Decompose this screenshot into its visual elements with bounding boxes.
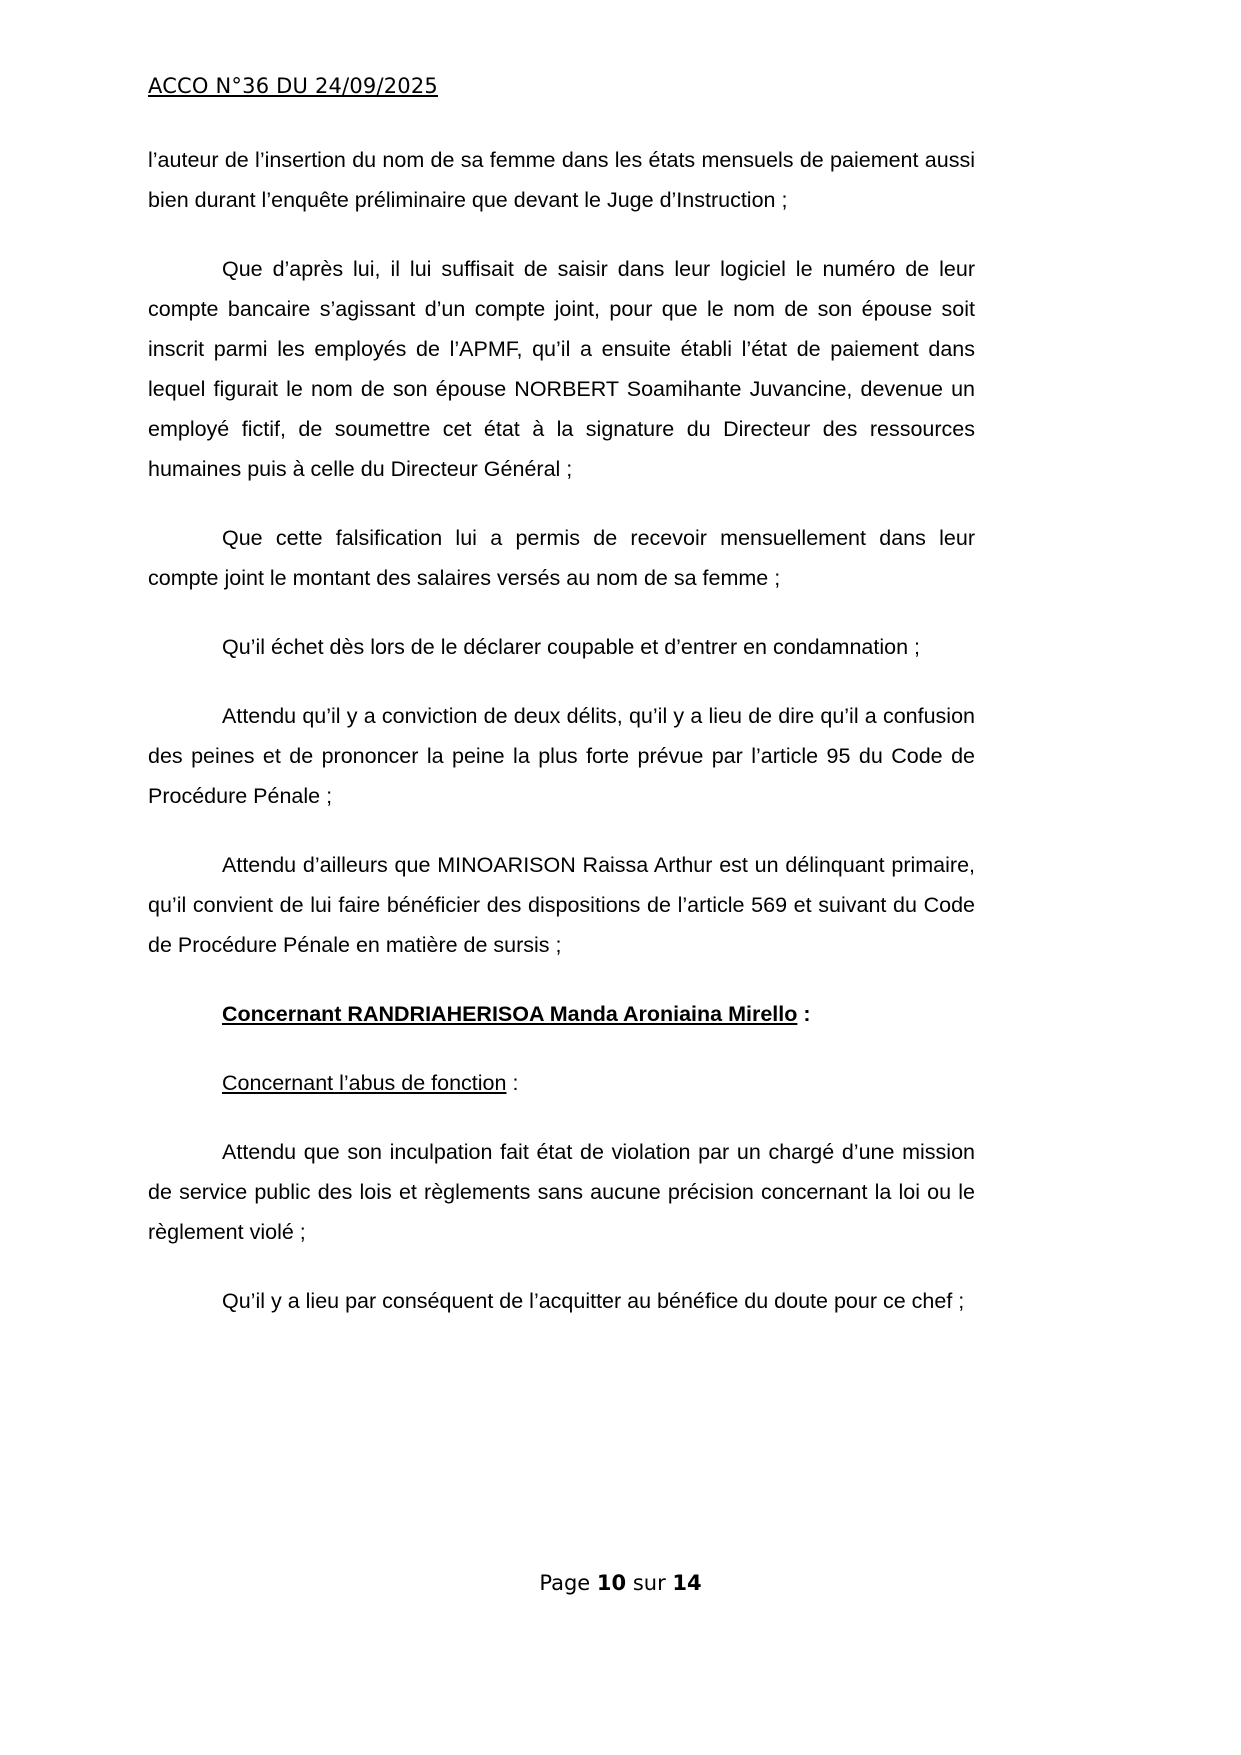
section-heading-text: Concernant RANDRIAHERISOA Manda Aroniaina Mirello [222, 1002, 798, 1026]
subsection-heading [148, 1063, 975, 1103]
paragraph: Qu’il y a lieu par conséquent de l’acquitter au bénéfice du doute pour ce chef ; [222, 1289, 965, 1313]
footer-current-page: 10 [596, 1571, 627, 1595]
paragraph: Que d’après lui, il lui suffisait de saisir dans leur logiciel le numéro de leur compte bancaire s’agissant d’un compte joint, pour que le nom de son épouse soit inscrit parmi les employés de l’APMF, qu’il a ensuite établi l’état de paiement dans lequel figurait le nom de son épouse NORBERT Soamihante Juvancine, devenue un employé fictif, de soumettre cet état à la signature du Directeur des ressources humaines puis à celle du Directeur Général ; [148, 257, 975, 481]
footer-sur-label: sur [632, 1571, 666, 1595]
footer-page-label: Page [539, 1571, 591, 1595]
section-heading [148, 994, 975, 1034]
subsection-heading-suffix: : [506, 1071, 519, 1095]
paragraph: Que cette falsification lui a permis de recevoir mensuellement dans leur compte joint le montant des salaires versés au nom de sa femme ; [148, 526, 975, 590]
paragraph: Attendu d’ailleurs que MINOARISON Raissa Arthur est un délinquant primaire, qu’il convient de lui faire bénéficier des dispositions de l’article 569 et suivant du Code de Procédure Pénale en matière de sursis ; [148, 853, 975, 957]
section-heading-suffix: : [797, 1002, 811, 1026]
paragraph: Attendu qu’il y a conviction de deux délits, qu’il y a lieu de dire qu’il a confusion des peines et de prononcer la peine la plus forte prévue par l’article 95 du Code de Procédure Pénale ; [148, 704, 975, 808]
page-footer [0, 1571, 1241, 1595]
subsection-heading-text: Concernant l’abus de fonction [222, 1071, 507, 1095]
paragraph: Attendu que son inculpation fait état de violation par un chargé d’une mission de service public des lois et règlements sans aucune précision concernant la loi ou le règlement violé ; [148, 1140, 975, 1244]
footer-total-pages: 14 [672, 1571, 702, 1595]
paragraph: Qu’il échet dès lors de le déclarer coupable et d’entrer en condamnation ; [222, 635, 920, 659]
paragraph: l’auteur de l’insertion du nom de sa femme dans les états mensuels de paiement aussi bien durant l’enquête préliminaire que devant le Juge d’Instruction ; [148, 148, 975, 212]
document-reference: ACCO N°36 DU 24/09/2025 [148, 74, 438, 98]
document-body [148, 140, 975, 1350]
